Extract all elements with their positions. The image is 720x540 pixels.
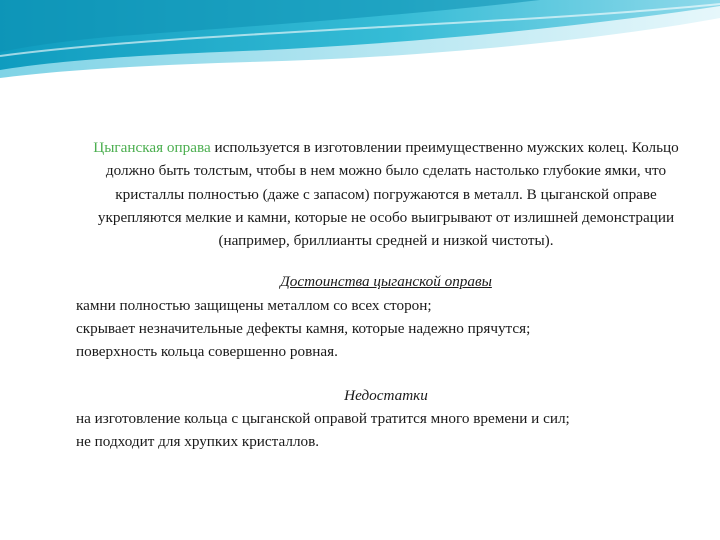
header-wave-decoration [0,0,720,100]
disadvantage-item: не подходит для хрупких кристаллов. [76,433,320,451]
slide-content [76,136,696,454]
intro-text: используется в изготовлении преимущественно мужских колец. Кольцо должно быть толстым, чтобы в нем можно было сделать настолько глубокие ямки, что кристаллы полностью (даже с запасом) погружаются в металл. В цыганской оправе укрепляются мелкие и камни, которые не особо выигрывают от излишней демонстрации (например, бриллианты средней и низкой чистоты). [97,139,679,250]
intro-paragraph [76,136,696,252]
disadvantage-item: на изготовление кольца с цыганской оправой тратится много времени и сил; [76,409,570,427]
advantage-item: скрывает незначительные дефекты камня, которые надежно прячутся; [76,320,531,338]
disadvantages-heading: Недостатки [344,386,428,404]
term-highlight: Цыганская оправа [93,139,211,156]
advantage-item: поверхность кольца совершенно ровная. [76,343,338,361]
advantage-item: камни полностью защищены металлом со всех сторон; [76,296,432,314]
advantages-heading: Достоинства цыганской оправы [280,273,492,291]
